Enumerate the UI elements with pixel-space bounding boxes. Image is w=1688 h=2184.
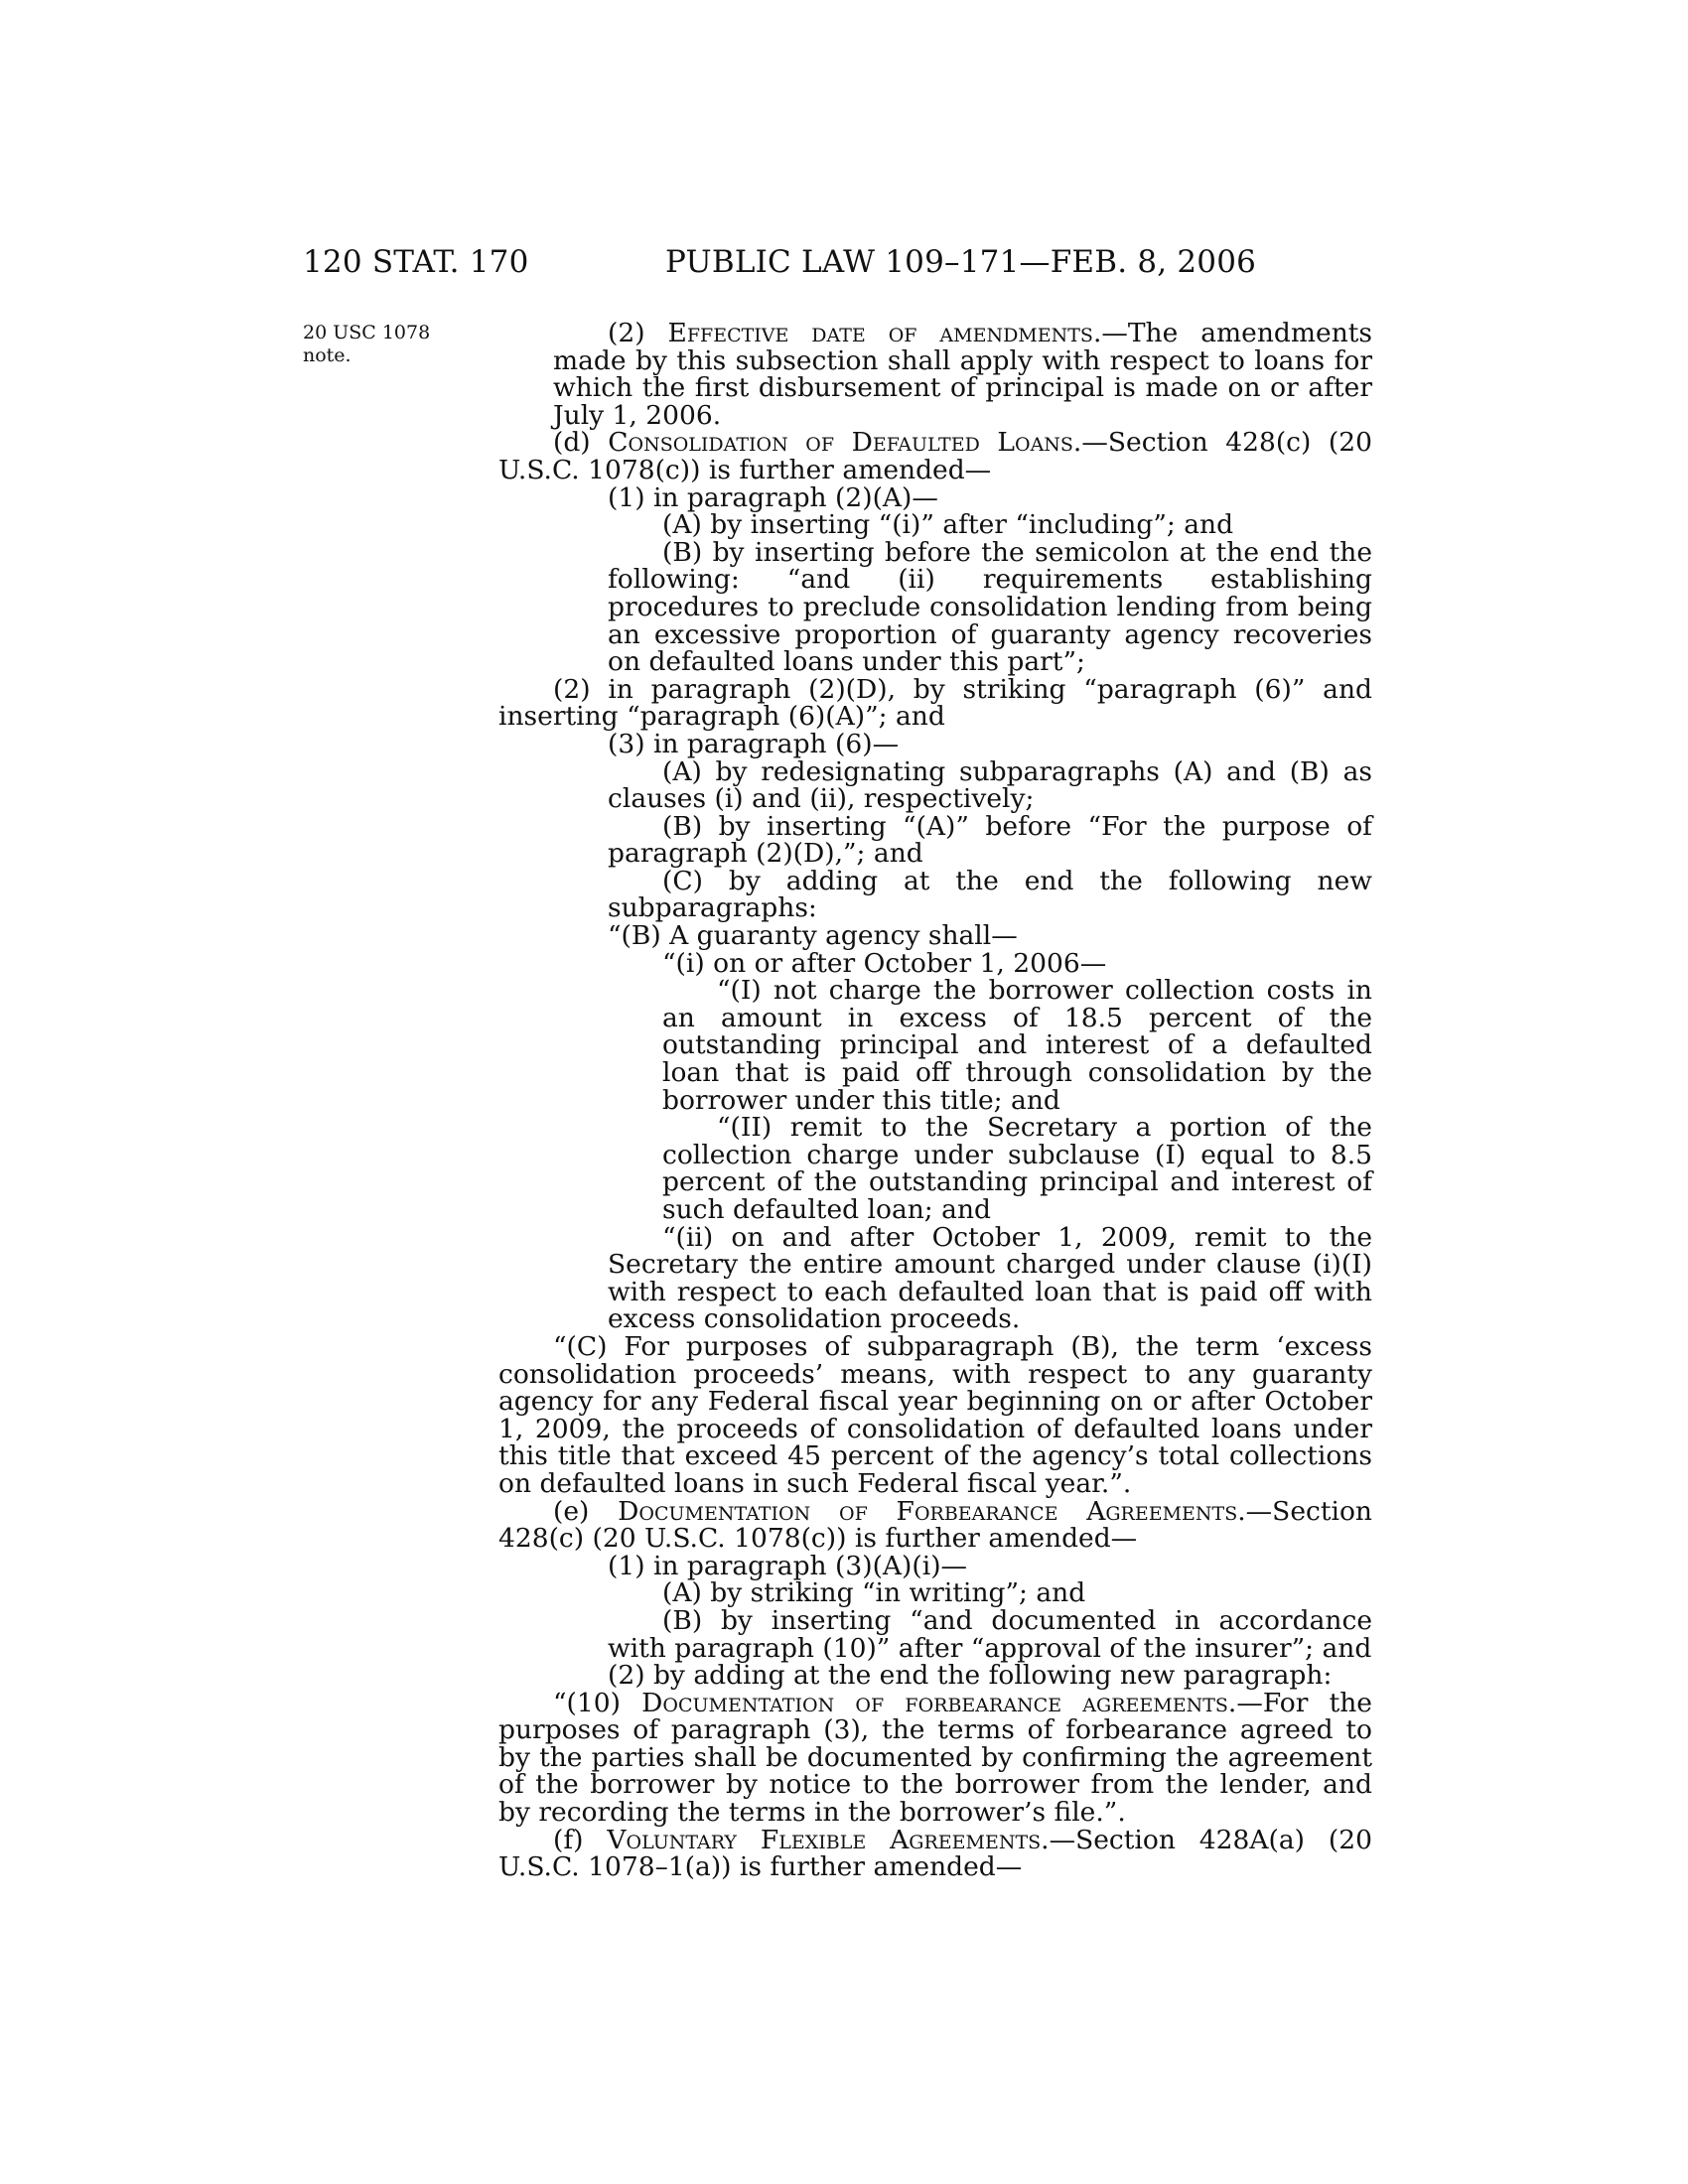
clause-d3: (3) in paragraph (6)— <box>608 728 900 759</box>
subsection-heading: Documentation of Forbearance Agreements. <box>618 1495 1246 1527</box>
quoted-paragraph-10 <box>498 1687 1372 1829</box>
subsection-e <box>498 1495 1372 1555</box>
page-running-title: PUBLIC LAW 109–171—FEB. 8, 2006 <box>665 244 1257 280</box>
paragraph-number: (2) <box>608 318 668 348</box>
clause-d2: (2) in paragraph (2)(D), by striking “paragraph (6)” and inserting “paragraph (6)(A)”; and <box>498 673 1372 733</box>
subsection-heading: Consolidation of Defaulted Loans. <box>608 427 1082 459</box>
subsection-number: (d) <box>553 427 609 459</box>
margin-note-label: note. <box>303 344 352 366</box>
subsection-number: (e) <box>553 1495 619 1527</box>
paragraph-heading: Documentation of forbearance agreements. <box>641 1687 1237 1718</box>
margin-note <box>303 322 430 367</box>
paragraph-effective-date <box>498 320 1372 429</box>
paragraph-text: —For the purposes of paragraph (3), the terms of forbearance agreed to by the parties shall be documented by confirming the agreement of the borrower by notice to the borrower from the lender, and by recording the terms in the borrower’s file.”. <box>498 1687 1372 1829</box>
quoted-subparagraph-C: “(C) For purposes of subparagraph (B), the term ‘excess consolidation proceeds’ means, with respect to any guaranty agency for any Federal fiscal year beginning on or after October 1, 2009, the proceeds of consolidation of defaulted loans under this title that exceed 45 percent of the agency’s total collections on defaulted loans in such Federal fiscal year.”. <box>498 1330 1372 1499</box>
paragraph-heading: Effective date of amendments. <box>667 318 1102 348</box>
subsection-text: —Section 428(c) (20 U.S.C. 1078(c)) is further amended— <box>498 1495 1372 1555</box>
clause-d3A: (A) by redesignating subparagraphs (A) and (B) as clauses (i) and (ii), respectively; <box>608 755 1372 815</box>
clause-d1A: (A) by inserting “(i)” after “including”; and <box>662 509 1234 541</box>
page-stat-citation: 120 STAT. 170 <box>303 244 529 280</box>
clause-e1A: (A) by striking “in writing”; and <box>662 1577 1086 1609</box>
subsection-text: —Section 428A(a) (20 U.S.C. 1078–1(a)) is further amended— <box>498 1824 1372 1883</box>
clause-e1B: (B) by inserting “and documented in accordance with paragraph (10)” after “approval of the insurer”; and <box>608 1604 1372 1664</box>
paragraph-number: “(10) <box>553 1687 642 1718</box>
quoted-clause-Bi: “(i) on or after October 1, 2006— <box>662 947 1107 979</box>
clause-d1: (1) in paragraph (2)(A)— <box>608 481 938 513</box>
quoted-subclause-BiI: “(I) not charge the borrower collection costs in an amount in excess of 18.5 percent of the outstanding principal and interest of a defaulted loan that is paid off through consolidation by the borrower under this title; and <box>662 975 1372 1116</box>
subsection-text: —Section 428(c) (20 U.S.C. 1078(c)) is further amended— <box>498 427 1372 485</box>
clause-e1: (1) in paragraph (3)(A)(i)— <box>608 1550 968 1581</box>
clause-d1B: (B) by inserting before the semicolon at the end the following: “and (ii) requirements establishing procedures to preclude consolidation lending from being an excessive proportion of guaranty agency recoveries on defaulted loans under this part”; <box>608 536 1372 678</box>
subsection-d <box>498 429 1372 483</box>
quoted-subparagraph-B: “(B) A guaranty agency shall— <box>608 920 1018 952</box>
clause-e2: (2) by adding at the end the following new paragraph: <box>608 1660 1333 1692</box>
quoted-subclause-BiII: “(II) remit to the Secretary a portion of the collection charge under subclause (I) equal to 8.5 percent of the outstanding principal and interest of such defaulted loan; and <box>662 1112 1372 1225</box>
clause-d3B: (B) by inserting “(A)” before “For the purpose of paragraph (2)(D),”; and <box>608 810 1372 870</box>
statute-text <box>498 320 1372 1881</box>
margin-note-citation: 20 USC 1078 <box>303 322 431 343</box>
clause-d3C: (C) by adding at the end the following new subparagraphs: <box>608 865 1372 924</box>
paragraph-text: —The amendments made by this subsection shall apply with respect to loans for which the first disbursement of principal is made on or after July 1, 2006. <box>553 318 1373 431</box>
subsection-number: (f) <box>553 1824 608 1855</box>
subsection-f <box>498 1824 1372 1883</box>
quoted-clause-Bii: “(ii) on and after October 1, 2009, remit to the Secretary the entire amount charged under clause (i)(I) with respect to each defaulted loan that is paid off with excess consolidation proceeds. <box>608 1221 1372 1335</box>
subsection-heading: Voluntary Flexible Agreements. <box>607 1824 1050 1855</box>
